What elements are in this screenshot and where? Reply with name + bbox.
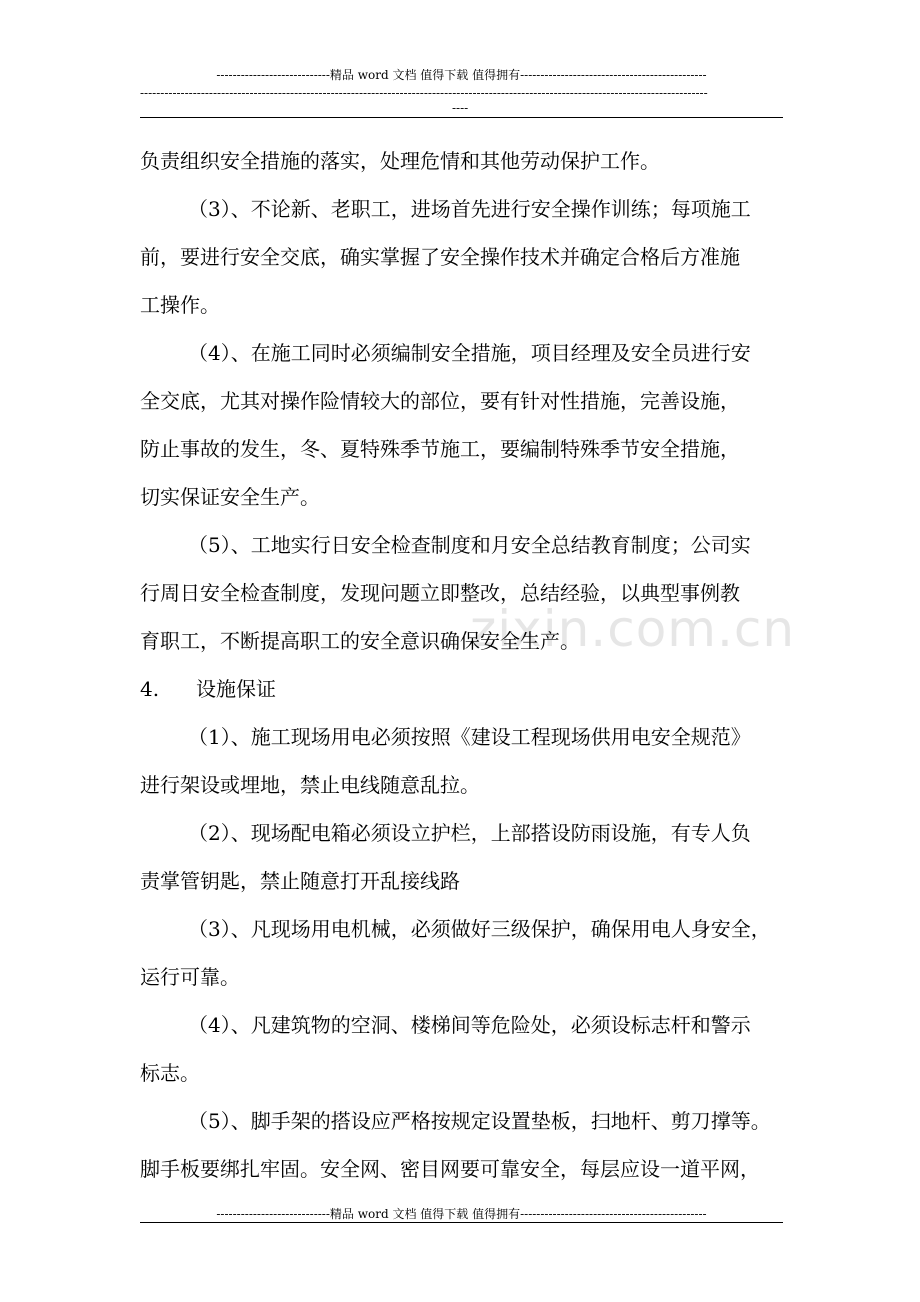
header-line-1: ----------------------------精品 word 文档 值得下载 值得拥有----------------------------------------------	[216, 68, 707, 82]
footer-line: ----------------------------精品 word 文档 值得下载 值得拥有----------------------------------------------	[216, 1207, 707, 1221]
section-heading-number: 4.	[140, 677, 160, 701]
paragraph-line: 育职工，不断提高职工的安全意识确保安全生产。	[140, 629, 580, 653]
paragraph-line: 标志。	[140, 1061, 200, 1085]
paragraph-line: （5）、脚手架的搭设应严格按规定设置垫板，扫地杆、剪刀撑等。	[188, 1109, 771, 1133]
paragraph-line: （4）、凡建筑物的空洞、楼梯间等危险处，必须设标志杆和警示	[188, 1013, 751, 1037]
section-heading	[140, 668, 800, 716]
paragraph-line: 行周日安全检查制度，发现问题立即整改，总结经验，以典型事例教	[140, 581, 740, 605]
paragraph-line: 全交底，尤其对操作险情较大的部位，要有针对性措施，完善设施，	[140, 389, 740, 413]
watermark: zixin.com.cn	[470, 600, 796, 658]
footer-rule	[140, 1222, 783, 1223]
header-rule	[140, 117, 783, 118]
section-heading-title: 设施保证	[196, 677, 276, 701]
paragraph-line: 工操作。	[140, 293, 220, 317]
paragraph-line: 脚手板要绑扎牢固。安全网、密目网要可靠安全，每层应设一道平网，	[140, 1157, 760, 1181]
paragraph-line: 前，要进行安全交底，确实掌握了安全操作技术并确定合格后方准施	[140, 245, 740, 269]
paragraph-line: （1）、施工现场用电必须按照《建设工程现场供用电安全规范》	[188, 725, 751, 749]
paragraph-line: （5）、工地实行日安全检查制度和月安全总结教育制度；公司实	[188, 533, 751, 557]
paragraph-line: （3）、不论新、老职工，进场首先进行安全操作训练；每项施工	[188, 197, 751, 221]
paragraph-line: 进行架设或埋地，禁止电线随意乱拉。	[140, 773, 480, 797]
paragraph-line: （3）、凡现场用电机械，必须做好三级保护，确保用电人身安全，	[188, 917, 771, 941]
document-body	[140, 140, 800, 1196]
paragraph-line: （2）、现场配电箱必须设立护栏，上部搭设防雨设施，有专人负	[188, 821, 751, 845]
header-line-3: ----	[452, 101, 469, 115]
paragraph-line: 防止事故的发生，冬、夏特殊季节施工，要编制特殊季节安全措施，	[140, 437, 740, 461]
paragraph-line: 负责组织安全措施的落实，处理危情和其他劳动保护工作。	[140, 149, 660, 173]
paragraph-line: 运行可靠。	[140, 965, 240, 989]
paragraph-line: （4）、在施工同时必须编制安全措施，项目经理及安全员进行安	[188, 341, 751, 365]
paragraph-line: 切实保证安全生产。	[140, 485, 320, 509]
header-line-2: --------------------------------------------------------------------------------------------------------------------------------------------	[140, 86, 708, 100]
paragraph-line: 责掌管钥匙，禁止随意打开乱接线路	[140, 869, 460, 893]
